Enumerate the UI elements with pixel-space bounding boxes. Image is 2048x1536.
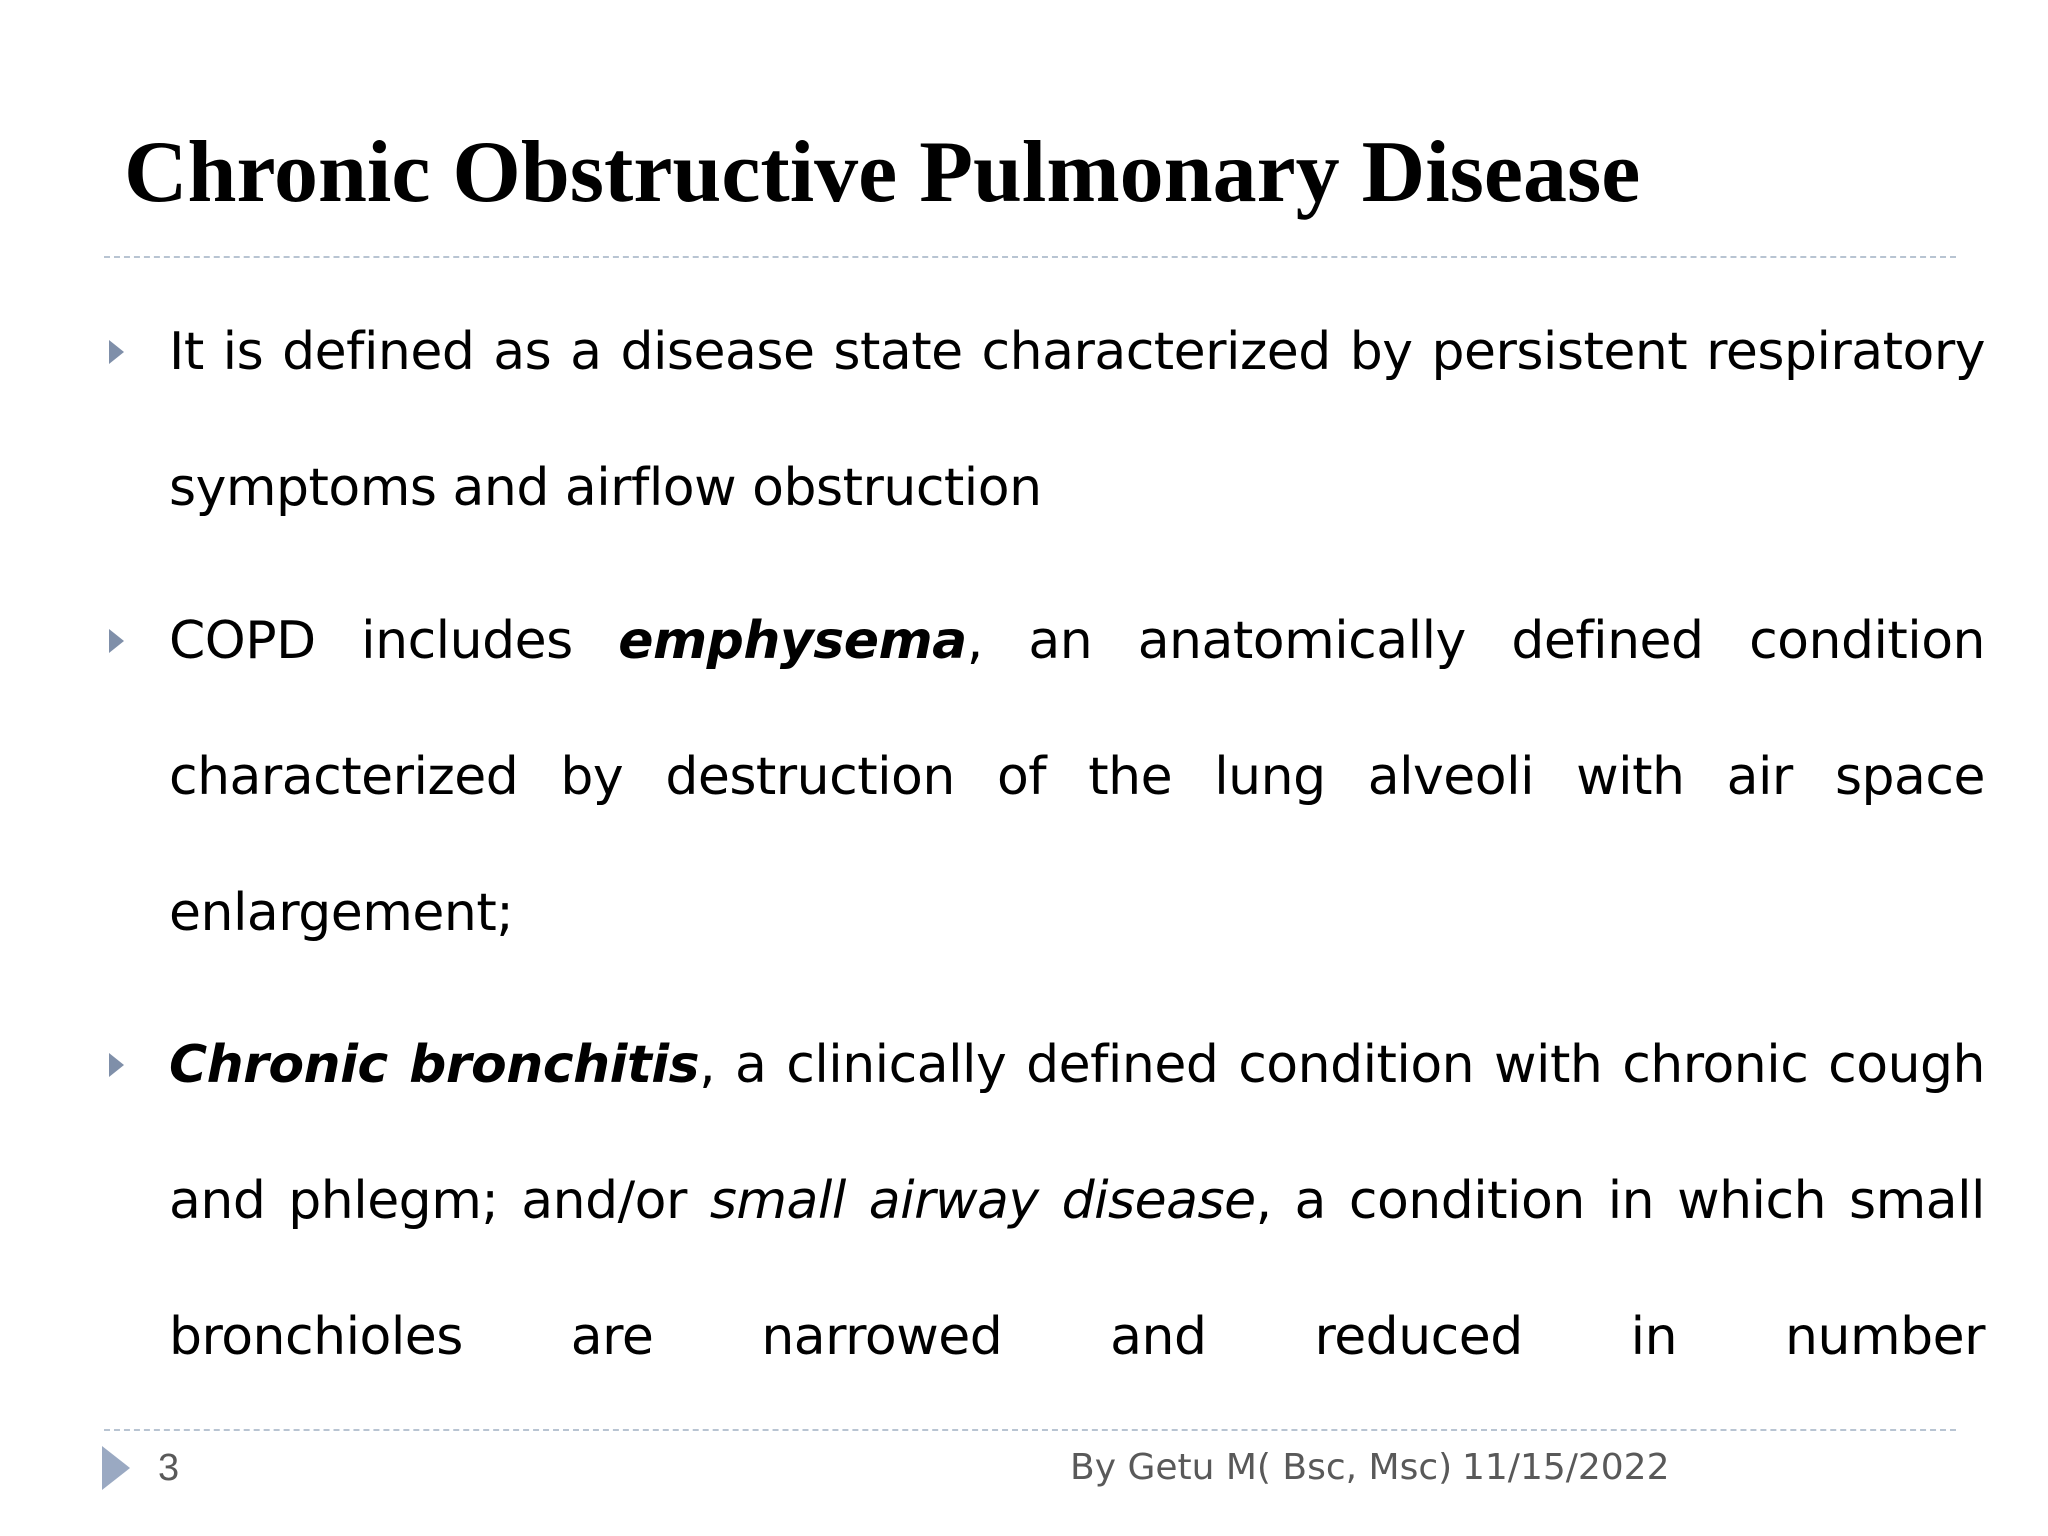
bullet-arrow-icon [109,340,124,364]
bullet-2-emphasis: emphysema [618,611,967,671]
footer-author: By Getu M( Bsc, Msc) [1070,1447,1453,1488]
bullet-1-text: It is defined as a disease state characterized by persistent respiratory symptoms and airflow obstruction [169,322,1985,518]
bullet-3-emphasis: Chronic bronchitis [169,1035,700,1095]
bullet-3-mid: , a clinically defined condition with chronic cough and phlegm; and/or [169,1035,1985,1231]
footer-arrow-icon [102,1446,130,1490]
bullet-text-3 [169,997,1985,1405]
slide-number: 3 [158,1447,180,1489]
bullet-text-1 [169,284,1985,556]
bullet-3-italic: small airway disease [709,1171,1256,1231]
bullet-text-2 [169,573,1985,981]
bullet-2-pre: COPD includes [169,611,619,671]
bullet-arrow-icon [109,1053,124,1077]
bullet-2-post: , an anatomically defined condition characterized by destruction of the lung alveoli with air space enlargement; [169,611,1985,943]
title-divider [104,256,1956,258]
bullet-3-post: , a condition in which small bronchioles are narrowed and reduced in number [169,1171,1986,1367]
footer-date: 11/15/2022 [1462,1447,1670,1488]
bullet-arrow-icon [109,629,124,653]
footer-divider [104,1429,1956,1431]
slide-title: Chronic Obstructive Pulmonary Disease [124,124,1641,221]
